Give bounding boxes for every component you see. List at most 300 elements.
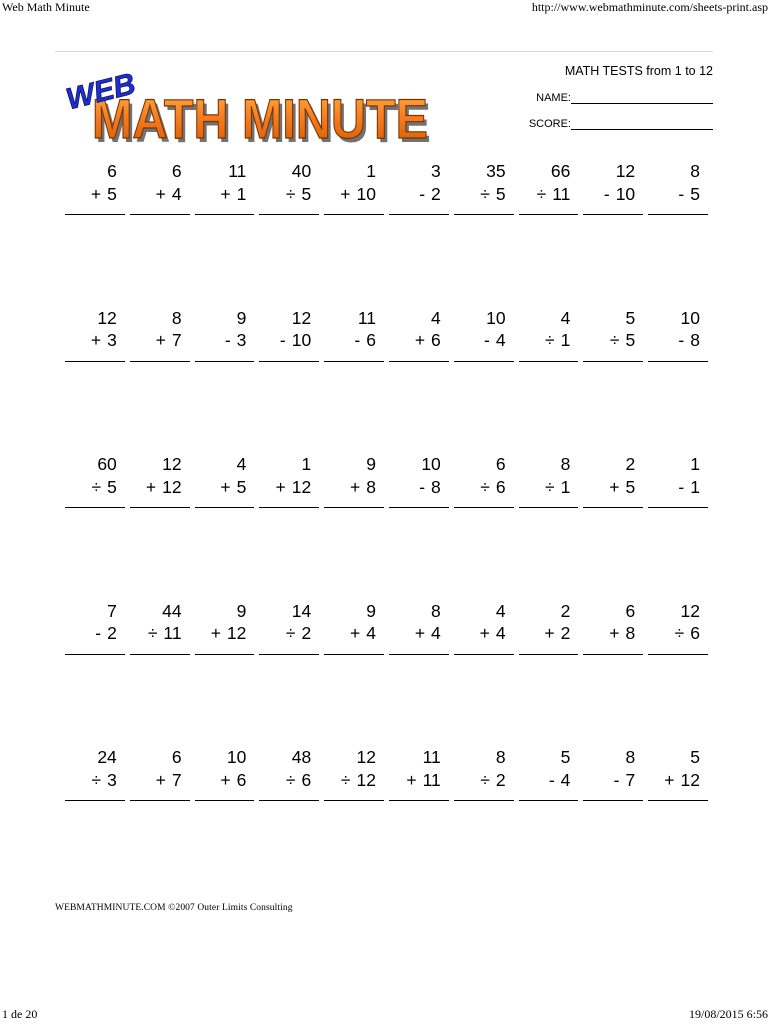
problem-top: 12 bbox=[162, 454, 182, 474]
problem bbox=[62, 307, 127, 454]
problem-top: 8 bbox=[560, 454, 571, 474]
problem-top: 6 bbox=[171, 161, 182, 181]
answer-line[interactable] bbox=[519, 654, 579, 655]
problem-top: 4 bbox=[236, 454, 247, 474]
operator: - bbox=[419, 183, 426, 204]
problem-bottom: 5 bbox=[625, 330, 636, 350]
problem-bottom: 11 bbox=[163, 623, 182, 643]
problem-bottom: 5 bbox=[301, 183, 312, 204]
problem-bottom: 6 bbox=[366, 330, 376, 350]
problem-bottom-line bbox=[451, 183, 506, 206]
problem bbox=[256, 746, 321, 893]
problem-bottom-line bbox=[256, 476, 311, 499]
print-page-url: http://www.webmathminute.com/sheets-print.asp bbox=[531, 0, 768, 14]
problem-top: 6 bbox=[495, 454, 506, 474]
problem bbox=[516, 746, 581, 893]
problem-bottom-line bbox=[192, 183, 247, 206]
problem-bottom-line bbox=[580, 183, 635, 206]
problem-bottom: 1 bbox=[560, 476, 571, 497]
operator: + bbox=[414, 623, 426, 643]
answer-line[interactable] bbox=[130, 654, 190, 655]
problem-bottom: 11 bbox=[422, 769, 441, 790]
problem-bottom: 5 bbox=[107, 183, 117, 204]
problem-top: 9 bbox=[236, 600, 247, 621]
answer-line[interactable] bbox=[519, 361, 579, 362]
problem-bottom-line bbox=[62, 769, 117, 792]
problem-top: 11 bbox=[228, 161, 247, 181]
problem-top: 66 bbox=[550, 161, 571, 181]
problem-bottom: 3 bbox=[236, 330, 247, 350]
problem bbox=[192, 600, 257, 747]
problem-top: 8 bbox=[625, 747, 636, 767]
problem bbox=[62, 746, 127, 893]
print-footer bbox=[0, 1006, 768, 1022]
problem-top: 4 bbox=[495, 600, 506, 621]
problem-bottom-line bbox=[127, 329, 182, 352]
problem-bottom: 3 bbox=[107, 769, 117, 790]
operator: ÷ bbox=[609, 330, 620, 350]
problem-top: 12 bbox=[291, 307, 312, 328]
answer-line[interactable] bbox=[324, 214, 384, 215]
operator: + bbox=[609, 476, 620, 497]
operator: + bbox=[90, 183, 102, 204]
problem-top: 10 bbox=[421, 454, 441, 474]
problem-bottom: 6 bbox=[495, 476, 506, 497]
problem bbox=[580, 453, 645, 600]
problem bbox=[645, 746, 710, 893]
problem-top: 11 bbox=[357, 307, 376, 328]
problem bbox=[62, 160, 127, 307]
problem-bottom-line bbox=[451, 476, 506, 499]
problem-bottom-line bbox=[62, 476, 117, 499]
problem-bottom-line bbox=[645, 183, 700, 206]
test-info bbox=[493, 64, 713, 130]
answer-line[interactable] bbox=[389, 654, 449, 655]
answer-line[interactable] bbox=[324, 654, 384, 655]
problem-top: 12 bbox=[356, 747, 376, 767]
answer-line[interactable] bbox=[259, 800, 319, 801]
problem-grid bbox=[62, 160, 710, 893]
problem bbox=[451, 160, 516, 307]
answer-line[interactable] bbox=[583, 214, 643, 215]
problem-top: 48 bbox=[291, 747, 312, 767]
problem bbox=[256, 600, 321, 747]
problem-bottom-line bbox=[516, 329, 571, 352]
score-blank[interactable] bbox=[571, 119, 713, 130]
operator: + bbox=[350, 476, 361, 497]
problem-bottom-line bbox=[516, 476, 571, 499]
answer-line[interactable] bbox=[259, 654, 319, 655]
problem-bottom-line bbox=[580, 622, 635, 645]
test-title: MATH TESTS from 1 to 12 bbox=[564, 64, 713, 78]
problem-top: 12 bbox=[680, 600, 700, 621]
operator: + bbox=[220, 769, 231, 790]
problem-top: 7 bbox=[107, 600, 117, 621]
problem bbox=[321, 307, 386, 454]
problem-bottom: 12 bbox=[226, 623, 247, 643]
operator: ÷ bbox=[480, 769, 490, 790]
problem bbox=[580, 746, 645, 893]
operator: ÷ bbox=[91, 476, 102, 497]
problem-top: 14 bbox=[291, 600, 312, 621]
answer-line[interactable] bbox=[130, 507, 190, 508]
logo-web-text: WEB bbox=[62, 67, 139, 117]
problem-top: 6 bbox=[107, 161, 117, 181]
answer-line[interactable] bbox=[389, 214, 449, 215]
problem-bottom: 8 bbox=[431, 476, 441, 497]
problem-bottom-line bbox=[127, 622, 182, 645]
problem-bottom-line bbox=[192, 769, 247, 792]
top-divider bbox=[55, 51, 713, 52]
problem-bottom: 10 bbox=[615, 183, 636, 204]
answer-line[interactable] bbox=[259, 361, 319, 362]
name-blank[interactable] bbox=[571, 93, 713, 104]
answer-line[interactable] bbox=[389, 800, 449, 801]
operator: + bbox=[145, 476, 157, 497]
operator: ÷ bbox=[545, 330, 555, 350]
print-page-title: Web Math Minute bbox=[2, 0, 90, 14]
problem-bottom: 4 bbox=[560, 769, 571, 790]
score-field[interactable] bbox=[493, 118, 713, 130]
problem-bottom-line bbox=[516, 769, 571, 792]
problem bbox=[516, 307, 581, 454]
operator: - bbox=[354, 330, 361, 350]
answer-line[interactable] bbox=[454, 800, 514, 801]
problem-top: 6 bbox=[171, 747, 182, 767]
problem-bottom: 12 bbox=[291, 476, 312, 497]
answer-line[interactable] bbox=[454, 361, 514, 362]
problem bbox=[386, 600, 451, 747]
answer-line[interactable] bbox=[583, 361, 643, 362]
logo-main-shadow: MATH MINUTE bbox=[95, 91, 431, 150]
score-label: SCORE: bbox=[528, 118, 571, 130]
problem-top: 8 bbox=[495, 747, 506, 767]
problem bbox=[127, 453, 192, 600]
answer-line[interactable] bbox=[324, 800, 384, 801]
problem-bottom: 12 bbox=[162, 476, 182, 497]
operator: ÷ bbox=[285, 183, 296, 204]
problem bbox=[62, 453, 127, 600]
problem-bottom: 10 bbox=[291, 330, 312, 350]
operator: ÷ bbox=[536, 183, 547, 204]
operator: - bbox=[613, 769, 620, 790]
problem-top: 1 bbox=[690, 454, 700, 474]
problem-top: 60 bbox=[97, 454, 117, 474]
problem-bottom: 1 bbox=[236, 183, 247, 204]
answer-line[interactable] bbox=[648, 507, 708, 508]
operator: + bbox=[664, 769, 675, 790]
answer-line[interactable] bbox=[130, 800, 190, 801]
problem-bottom-line bbox=[192, 622, 247, 645]
problem bbox=[645, 307, 710, 454]
problem-bottom-line bbox=[62, 183, 117, 206]
operator: - bbox=[678, 183, 685, 204]
operator: - bbox=[95, 623, 102, 643]
answer-line[interactable] bbox=[65, 800, 125, 801]
operator: - bbox=[279, 330, 286, 350]
answer-line[interactable] bbox=[454, 214, 514, 215]
answer-line[interactable] bbox=[519, 507, 579, 508]
problem bbox=[192, 746, 257, 893]
problem-bottom: 1 bbox=[690, 476, 700, 497]
problem-bottom-line bbox=[645, 622, 700, 645]
problem-bottom-line bbox=[386, 329, 441, 352]
problem-row bbox=[62, 160, 710, 307]
problem-top: 2 bbox=[560, 600, 571, 621]
problem bbox=[516, 600, 581, 747]
operator: + bbox=[479, 623, 490, 643]
problem-bottom-line bbox=[580, 476, 635, 499]
operator: - bbox=[419, 476, 426, 497]
answer-line[interactable] bbox=[195, 507, 255, 508]
operator: + bbox=[275, 476, 286, 497]
answer-line[interactable] bbox=[130, 361, 190, 362]
problem bbox=[321, 453, 386, 600]
problem-bottom-line bbox=[256, 329, 311, 352]
problem-bottom: 2 bbox=[560, 623, 571, 643]
page-indicator: 1 de 20 bbox=[2, 1007, 38, 1021]
problem-bottom-line bbox=[192, 476, 247, 499]
operator: ÷ bbox=[480, 476, 490, 497]
problem-bottom: 12 bbox=[680, 769, 700, 790]
answer-line[interactable] bbox=[389, 361, 449, 362]
operator: ÷ bbox=[285, 769, 296, 790]
answer-line[interactable] bbox=[195, 654, 255, 655]
problem bbox=[321, 160, 386, 307]
problem-bottom-line bbox=[580, 329, 635, 352]
problem-top: 5 bbox=[690, 747, 700, 767]
problem-bottom: 2 bbox=[431, 183, 441, 204]
problem-top: 5 bbox=[625, 307, 636, 328]
answer-line[interactable] bbox=[259, 507, 319, 508]
operator: + bbox=[406, 769, 417, 790]
problem-bottom: 8 bbox=[625, 623, 636, 643]
operator: + bbox=[90, 330, 102, 350]
operator: + bbox=[340, 183, 351, 204]
problem-bottom: 8 bbox=[366, 476, 376, 497]
operator: ÷ bbox=[147, 623, 158, 643]
problem bbox=[192, 453, 257, 600]
problem-bottom-line bbox=[256, 622, 311, 645]
problem-bottom-line bbox=[451, 329, 506, 352]
operator: - bbox=[224, 330, 231, 350]
problem-bottom: 8 bbox=[690, 330, 700, 350]
problem-top: 35 bbox=[486, 161, 506, 181]
problem-bottom: 5 bbox=[495, 183, 506, 204]
answer-line[interactable] bbox=[519, 214, 579, 215]
answer-line[interactable] bbox=[130, 214, 190, 215]
name-field[interactable] bbox=[493, 92, 713, 104]
problem-bottom: 4 bbox=[431, 623, 441, 643]
problem-bottom: 7 bbox=[625, 769, 636, 790]
answer-line[interactable] bbox=[324, 507, 384, 508]
problem bbox=[580, 600, 645, 747]
answer-line[interactable] bbox=[648, 361, 708, 362]
problem-bottom: 6 bbox=[301, 769, 312, 790]
problem-bottom-line bbox=[645, 476, 700, 499]
problem bbox=[516, 453, 581, 600]
logo-graphic bbox=[60, 60, 440, 150]
operator: + bbox=[609, 623, 620, 643]
problem bbox=[451, 746, 516, 893]
problem-bottom: 1 bbox=[560, 330, 571, 350]
problem-bottom-line bbox=[386, 769, 441, 792]
print-datetime: 19/08/2015 6:56 bbox=[688, 1007, 768, 1021]
answer-line[interactable] bbox=[454, 654, 514, 655]
operator: + bbox=[155, 183, 166, 204]
answer-line[interactable] bbox=[65, 214, 125, 215]
problem-bottom: 10 bbox=[356, 183, 376, 204]
problem-top: 9 bbox=[366, 454, 376, 474]
answer-line[interactable] bbox=[648, 214, 708, 215]
problem-bottom-line bbox=[580, 769, 635, 792]
problem-bottom-line bbox=[321, 329, 376, 352]
problem-top: 8 bbox=[690, 161, 700, 181]
problem-top: 10 bbox=[486, 307, 506, 328]
answer-line[interactable] bbox=[454, 507, 514, 508]
problem-bottom: 2 bbox=[301, 623, 312, 643]
answer-line[interactable] bbox=[65, 507, 125, 508]
problem bbox=[451, 307, 516, 454]
problem bbox=[645, 453, 710, 600]
problem-bottom-line bbox=[321, 769, 376, 792]
problem-top: 1 bbox=[366, 161, 376, 181]
problem-top: 1 bbox=[301, 454, 312, 474]
problem bbox=[127, 160, 192, 307]
problem-bottom-line bbox=[256, 769, 311, 792]
operator: - bbox=[678, 330, 685, 350]
problem-top: 4 bbox=[560, 307, 571, 328]
problem-bottom-line bbox=[516, 183, 571, 206]
problem-bottom-line bbox=[127, 183, 182, 206]
problem bbox=[516, 160, 581, 307]
problem-bottom: 7 bbox=[171, 769, 182, 790]
operator: + bbox=[220, 476, 231, 497]
problem bbox=[321, 746, 386, 893]
operator: + bbox=[350, 623, 361, 643]
problem-top: 12 bbox=[615, 161, 636, 181]
operator: + bbox=[155, 330, 166, 350]
operator: + bbox=[414, 330, 426, 350]
problem bbox=[192, 160, 257, 307]
answer-line[interactable] bbox=[648, 654, 708, 655]
problem-bottom-line bbox=[192, 329, 247, 352]
problem-bottom-line bbox=[127, 476, 182, 499]
problem-bottom: 4 bbox=[366, 623, 376, 643]
problem-top: 4 bbox=[431, 307, 441, 328]
problem-row bbox=[62, 307, 710, 454]
problem bbox=[386, 746, 451, 893]
problem-bottom: 2 bbox=[495, 769, 506, 790]
problem-top: 5 bbox=[560, 747, 571, 767]
operator: + bbox=[210, 623, 221, 643]
problem bbox=[256, 453, 321, 600]
problem-bottom: 6 bbox=[431, 330, 441, 350]
answer-line[interactable] bbox=[583, 654, 643, 655]
operator: - bbox=[603, 183, 610, 204]
footer-credit: WEBMATHMINUTE.COM ©2007 Outer Limits Consulting bbox=[55, 903, 293, 913]
problem-bottom: 7 bbox=[171, 330, 182, 350]
problem bbox=[62, 600, 127, 747]
problem bbox=[451, 453, 516, 600]
answer-line[interactable] bbox=[324, 361, 384, 362]
problem-bottom-line bbox=[451, 622, 506, 645]
problem-bottom-line bbox=[645, 329, 700, 352]
problem-bottom: 5 bbox=[236, 476, 247, 497]
operator: ÷ bbox=[674, 623, 685, 643]
answer-line[interactable] bbox=[65, 361, 125, 362]
problem-top: 9 bbox=[236, 307, 247, 328]
problem bbox=[645, 160, 710, 307]
problem-bottom: 6 bbox=[236, 769, 247, 790]
operator: ÷ bbox=[545, 476, 555, 497]
answer-line[interactable] bbox=[195, 214, 255, 215]
logo-main-text: MATH MINUTE bbox=[92, 87, 428, 150]
problem-bottom: 3 bbox=[107, 330, 117, 350]
problem-row bbox=[62, 746, 710, 893]
answer-line[interactable] bbox=[648, 800, 708, 801]
problem bbox=[321, 600, 386, 747]
problem-bottom: 5 bbox=[625, 476, 636, 497]
problem-top: 44 bbox=[162, 600, 182, 621]
problem-bottom: 5 bbox=[107, 476, 117, 497]
problem-top: 9 bbox=[366, 600, 376, 621]
operator: ÷ bbox=[340, 769, 351, 790]
problem-bottom-line bbox=[256, 183, 311, 206]
problem-bottom-line bbox=[451, 769, 506, 792]
problem bbox=[256, 160, 321, 307]
problem-bottom: 4 bbox=[171, 183, 182, 204]
operator: + bbox=[544, 623, 555, 643]
operator: - bbox=[548, 769, 555, 790]
answer-line[interactable] bbox=[195, 800, 255, 801]
answer-line[interactable] bbox=[195, 361, 255, 362]
problem-top: 40 bbox=[291, 161, 312, 181]
operator: ÷ bbox=[285, 623, 296, 643]
problem-bottom-line bbox=[386, 183, 441, 206]
problem-bottom-line bbox=[386, 622, 441, 645]
answer-line[interactable] bbox=[65, 654, 125, 655]
answer-line[interactable] bbox=[583, 507, 643, 508]
answer-line[interactable] bbox=[259, 214, 319, 215]
problem bbox=[256, 307, 321, 454]
problem bbox=[386, 453, 451, 600]
problem bbox=[580, 160, 645, 307]
name-label: NAME: bbox=[536, 92, 571, 104]
problem-bottom-line bbox=[516, 622, 571, 645]
problem-bottom: 5 bbox=[690, 183, 700, 204]
problem bbox=[580, 307, 645, 454]
problem-bottom: 6 bbox=[690, 623, 700, 643]
problem-bottom-line bbox=[321, 622, 376, 645]
problem-top: 24 bbox=[97, 747, 117, 767]
problem-top: 8 bbox=[171, 307, 182, 328]
problem-bottom-line bbox=[321, 183, 376, 206]
problem-bottom-line bbox=[321, 476, 376, 499]
problem-top: 10 bbox=[226, 747, 247, 767]
answer-line[interactable] bbox=[519, 800, 579, 801]
answer-line[interactable] bbox=[583, 800, 643, 801]
print-header bbox=[0, 0, 768, 16]
problem-top: 12 bbox=[97, 307, 117, 328]
web-math-minute-logo bbox=[60, 60, 440, 150]
problem-row bbox=[62, 600, 710, 747]
problem-row bbox=[62, 453, 710, 600]
answer-line[interactable] bbox=[389, 507, 449, 508]
problem bbox=[645, 600, 710, 747]
problem-top: 8 bbox=[431, 600, 441, 621]
operator: ÷ bbox=[480, 183, 490, 204]
